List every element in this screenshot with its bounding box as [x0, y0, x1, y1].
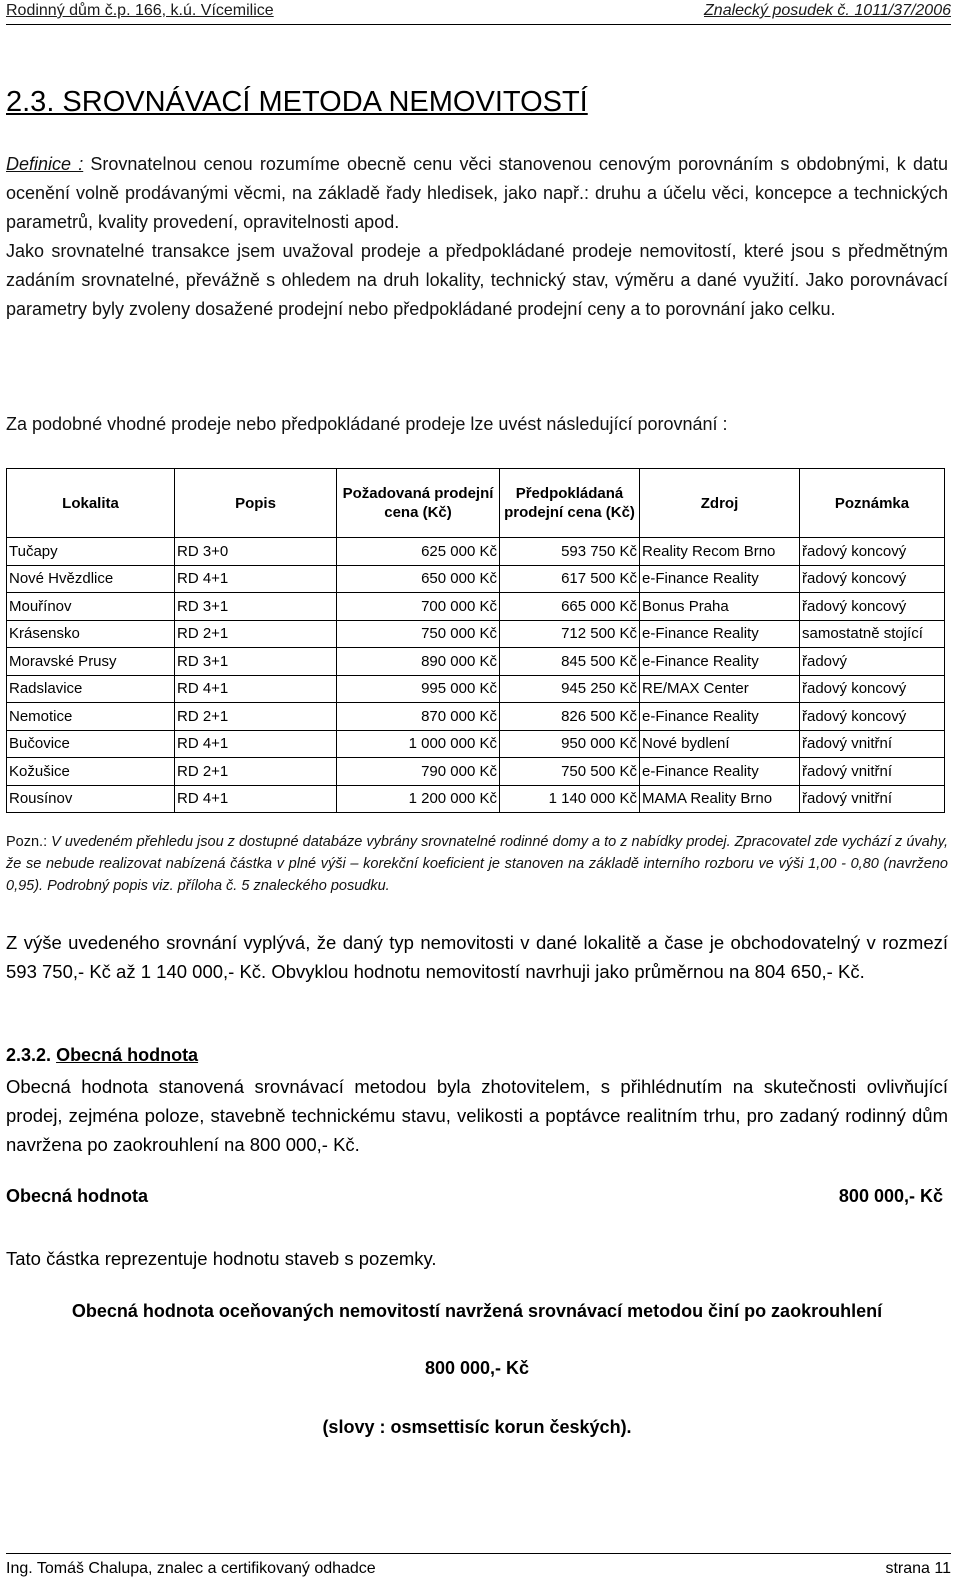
subsection-title: Obecná hodnota	[56, 1045, 199, 1065]
cell-asking-price: 1 200 000 Kč	[337, 785, 500, 813]
table-row	[7, 703, 945, 731]
cell-note: řadový koncový	[800, 538, 945, 566]
cell-expected-price: 593 750 Kč	[500, 538, 640, 566]
cell-location: Kožušice	[7, 758, 175, 786]
conclusion-paragraph: Z výše uvedeného srovnání vyplývá, že daný typ nemovitosti v dané lokalitě a čase je obchodovatelný v rozmezí 593 750,- Kč až 1 140 000,- Kč. Obvyklou hodnotu nemovitostí navrhuji jako průměrnou na 804 650,- Kč.	[6, 932, 948, 982]
cell-description: RD 3+1	[175, 648, 337, 676]
footer-page-number: strana 11	[885, 1560, 951, 1577]
cell-expected-price: 712 500 Kč	[500, 620, 640, 648]
cell-note: řadový	[800, 648, 945, 676]
definition-text: Srovnatelnou cenou rozumíme obecně cenu věci stanovenou cenovým porovnáním s obdobnými, k datu ocenění volně prodávanými věcmi, na základě řady hledisek, jako např.: druhu a účelu věci, koncepce a technických parametrů, kvality provedení, opravitelnosti apod.	[6, 154, 948, 232]
page-header	[6, 2, 951, 25]
cell-source: e-Finance Reality	[640, 648, 800, 676]
cell-description: RD 4+1	[175, 730, 337, 758]
cell-description: RD 3+1	[175, 593, 337, 621]
subsection-heading	[6, 1045, 198, 1066]
cell-expected-price: 750 500 Kč	[500, 758, 640, 786]
cell-asking-price: 790 000 Kč	[337, 758, 500, 786]
cell-source: MAMA Reality Brno	[640, 785, 800, 813]
cell-description: RD 3+0	[175, 538, 337, 566]
cell-location: Bučovice	[7, 730, 175, 758]
cell-location: Nové Hvězdlice	[7, 565, 175, 593]
comparison-intro: Za podobné vhodné prodeje nebo předpokládané prodeje lze uvést následující porovnání :	[6, 414, 728, 434]
header-property: Rodinný dům č.p. 166, k.ú. Vícemilice	[6, 2, 274, 19]
cell-note: řadový vnitřní	[800, 785, 945, 813]
cell-asking-price: 700 000 Kč	[337, 593, 500, 621]
table-row	[7, 648, 945, 676]
cell-source: e-Finance Reality	[640, 703, 800, 731]
header-report-number: Znalecký posudek č. 1011/37/2006	[704, 2, 951, 19]
cell-expected-price: 1 140 000 Kč	[500, 785, 640, 813]
cell-asking-price: 750 000 Kč	[337, 620, 500, 648]
column-header-note: Poznámka	[800, 469, 945, 538]
cell-expected-price: 665 000 Kč	[500, 593, 640, 621]
table-row	[7, 620, 945, 648]
cell-note: řadový vnitřní	[800, 730, 945, 758]
cell-location: Rousínov	[7, 785, 175, 813]
cell-source: Nové bydlení	[640, 730, 800, 758]
final-statement: Obecná hodnota oceňovaných nemovitostí navržená srovnávací metodou činí po zaokrouhlení	[71, 1301, 883, 1321]
cell-asking-price: 1 000 000 Kč	[337, 730, 500, 758]
column-header-source: Zdroj	[640, 469, 800, 538]
cell-asking-price: 890 000 Kč	[337, 648, 500, 676]
cell-note: řadový koncový	[800, 703, 945, 731]
cell-note: řadový koncový	[800, 675, 945, 703]
final-amount-words: (slovy : osmsettisíc korun českých).	[322, 1417, 632, 1437]
table-row	[7, 593, 945, 621]
cell-source: Bonus Praha	[640, 593, 800, 621]
cell-location: Nemotice	[7, 703, 175, 731]
table-row	[7, 758, 945, 786]
cell-source: e-Finance Reality	[640, 758, 800, 786]
cell-asking-price: 995 000 Kč	[337, 675, 500, 703]
cell-location: Tučapy	[7, 538, 175, 566]
cell-asking-price: 650 000 Kč	[337, 565, 500, 593]
cell-note: řadový koncový	[800, 565, 945, 593]
final-amount: 800 000,- Kč	[424, 1358, 530, 1378]
cell-description: RD 2+1	[175, 758, 337, 786]
cell-expected-price: 617 500 Kč	[500, 565, 640, 593]
cell-expected-price: 950 000 Kč	[500, 730, 640, 758]
cell-description: RD 4+1	[175, 785, 337, 813]
table-row	[7, 675, 945, 703]
cell-note: samostatně stojící	[800, 620, 945, 648]
definition-label: Definice :	[6, 154, 84, 174]
table-row	[7, 785, 945, 813]
cell-location: Moravské Prusy	[7, 648, 175, 676]
subsection-paragraph: Obecná hodnota stanovená srovnávací metodou byla zhotovitelem, s přihlédnutím na skutečnosti ovlivňující prodej, zejména poloze, stavebně technickému stavu, velikosti a poptávce realitním trhu, pro zadaný rodinný dům navržena po zaokrouhlení na 800 000,- Kč.	[6, 1076, 948, 1155]
cell-asking-price: 625 000 Kč	[337, 538, 500, 566]
general-value-label: Obecná hodnota	[6, 1186, 149, 1206]
general-value-amount: 800 000,- Kč	[838, 1186, 943, 1206]
land-note: Tato částka reprezentuje hodnotu staveb s pozemky.	[6, 1248, 437, 1269]
cell-description: RD 4+1	[175, 675, 337, 703]
column-header-asking-price: Požadovaná prodejní cena (Kč)	[337, 469, 500, 538]
cell-description: RD 2+1	[175, 703, 337, 731]
page-footer	[6, 1553, 951, 1578]
cell-source: e-Finance Reality	[640, 620, 800, 648]
footer-author: Ing. Tomáš Chalupa, znalec a certifikovaný odhadce	[6, 1560, 376, 1577]
cell-expected-price: 826 500 Kč	[500, 703, 640, 731]
table-row	[7, 538, 945, 566]
column-header-expected-price: Předpokládaná prodejní cena (Kč)	[500, 469, 640, 538]
cell-asking-price: 870 000 Kč	[337, 703, 500, 731]
cell-location: Mouřínov	[7, 593, 175, 621]
cell-expected-price: 845 500 Kč	[500, 648, 640, 676]
table-row	[7, 730, 945, 758]
note-label: Pozn.:	[6, 834, 48, 850]
table-row	[7, 565, 945, 593]
cell-source: Reality Recom Brno	[640, 538, 800, 566]
table-note	[6, 831, 948, 897]
cell-description: RD 2+1	[175, 620, 337, 648]
cell-location: Radslavice	[7, 675, 175, 703]
column-header-location: Lokalita	[7, 469, 175, 538]
table-header-row	[7, 469, 945, 538]
subsection-number: 2.3.2.	[6, 1045, 52, 1065]
cell-location: Krásensko	[7, 620, 175, 648]
section-title: 2.3. SROVNÁVACÍ METODA NEMOVITOSTÍ	[6, 86, 588, 118]
cell-source: RE/MAX Center	[640, 675, 800, 703]
cell-note: řadový koncový	[800, 593, 945, 621]
column-header-description: Popis	[175, 469, 337, 538]
cell-note: řadový vnitřní	[800, 758, 945, 786]
note-text: V uvedeném přehledu jsou z dostupné databáze vybrány srovnatelné rodinné domy a to z nabídky prodej. Zpracovatel zde vychází z úvahy, že se nebude realizovat nabízená částka v plné výši – korekční koeficient je stanoven na základě interního rozboru ve výši 1,00 - 0,80 (navrženo 0,95). Podrobný popis viz. příloha č. 5 znaleckého posudku.	[6, 834, 948, 894]
definition-paragraph	[6, 150, 948, 237]
transactions-paragraph: Jako srovnatelné transakce jsem uvažoval prodeje a předpokládané prodeje nemovitostí, které jsou s předmětným zadáním srovnatelné, převážně s ohledem na druh lokality, technický stav, výměru a dané využití. Jako porovnávací parametry byly zvoleny dosažené prodejní nebo předpokládané prodejní ceny a to porovnání jako celku.	[6, 241, 948, 319]
cell-expected-price: 945 250 Kč	[500, 675, 640, 703]
cell-description: RD 4+1	[175, 565, 337, 593]
comparison-table	[6, 468, 945, 813]
cell-source: e-Finance Reality	[640, 565, 800, 593]
